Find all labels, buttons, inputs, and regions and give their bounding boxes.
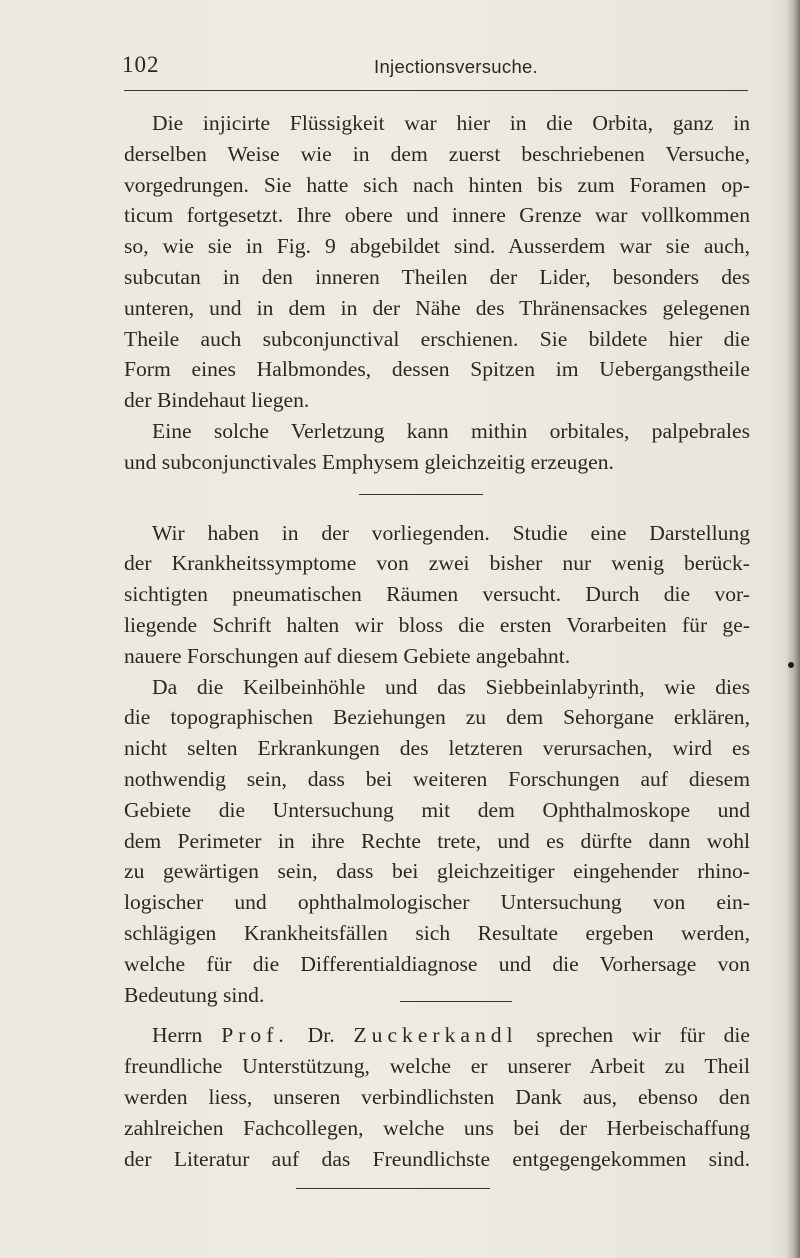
text-line: nothwendig sein, dass bei weiteren Forschungen auf diesem: [124, 766, 750, 791]
text-line: zu gewärtigen sein, dass bei gleichzeitiger eingehender rhino-: [124, 859, 750, 884]
text-line: freundliche Unterstützung, welche er unserer Arbeit zu Theil: [124, 1054, 750, 1079]
body-text: [124, 108, 750, 1202]
text-line: derselben Weise wie in dem zuerst beschriebenen Versuche,: [124, 141, 750, 166]
page-number: 102: [122, 52, 160, 77]
text-fragment: Dr.: [288, 1023, 354, 1048]
text-line: ticum fortgesetzt. Ihre obere und innere Grenze war vollkommen: [124, 203, 750, 228]
running-title: Injectionsversuche.: [374, 56, 539, 77]
end-separator-rule: [296, 1188, 490, 1189]
text-line: dem Perimeter in ihre Rechte trete, und es dürfte dann wohl: [124, 828, 750, 853]
text-line: der Krankheitssymptome von zwei bisher nur wenig berück-: [124, 551, 750, 576]
text-line: Die injicirte Flüssigkeit war hier in die Orbita, ganz in: [152, 111, 750, 135]
text-line: der Bindehaut liegen.: [124, 388, 310, 413]
text-line: liegende Schrift halten wir bloss die ersten Vorarbeiten für ge-: [124, 612, 750, 637]
ink-speck: [788, 662, 794, 668]
text-line: werden liess, unseren verbindlichsten Dank aus, ebenso den: [124, 1084, 750, 1109]
spaced-name: Zuckerkandl: [353, 1023, 518, 1048]
text-line: nicht selten Erkrankungen des letzteren verursachen, wird es: [124, 736, 750, 761]
text-line-content: Bedeutung sind.: [124, 982, 265, 1007]
text-fragment: Herrn: [152, 1023, 222, 1048]
text-line: [124, 980, 750, 1011]
text-line: Da die Keilbeinhöhle und das Siebbeinlabyrinth, wie dies: [152, 674, 750, 699]
section-separator-gap: [124, 478, 750, 518]
text-line: Form eines Halbmondes, dessen Spitzen im Uebergangstheile: [124, 357, 750, 382]
page-edge-shadow: [786, 0, 800, 1258]
header-rule: [124, 90, 748, 91]
text-line: sichtigten pneumatischen Räumen versucht. Durch die vor-: [124, 582, 750, 607]
paragraph-4: [124, 672, 750, 1011]
text-line: subcutan in den inneren Theilen der Lider, besonders des: [124, 264, 750, 289]
text-fragment: sprechen wir für die: [517, 1023, 750, 1048]
text-line: der Literatur auf das Freundlichste entgegengekommen sind.: [124, 1146, 750, 1171]
text-line: die topographischen Beziehungen zu dem Sehorgane erklären,: [124, 705, 750, 730]
text-line: vorgedrungen. Sie hatte sich nach hinten bis zum Foramen op-: [124, 172, 750, 197]
paragraph-1: [124, 108, 750, 416]
end-separator-gap: [124, 1174, 750, 1202]
spaced-title: Prof.: [221, 1023, 289, 1048]
section-separator-rule: [400, 983, 512, 1002]
text-line: Wir haben in der vorliegenden. Studie eine Darstellung: [152, 520, 750, 545]
text-line: und subconjunctivales Emphysem gleichzeitig erzeugen.: [124, 449, 614, 474]
text-line: unteren, und in dem in der Nähe des Thränensackes gelegenen: [124, 295, 750, 320]
paragraph-5: [124, 1020, 750, 1174]
paragraph-3: [124, 518, 750, 672]
text-line: nauere Forschungen auf diesem Gebiete angebahnt.: [124, 643, 571, 668]
text-line: schlägigen Krankheitsfällen sich Resultate ergeben werden,: [124, 920, 750, 945]
text-line: Theile auch subconjunctival erschienen. Sie bildete hier die: [124, 326, 750, 351]
text-line: logischer und ophthalmologischer Untersuchung von ein-: [124, 890, 750, 915]
section-separator-rule: [359, 494, 483, 495]
text-line: Gebiete die Untersuchung mit dem Ophthalmoskope und: [124, 797, 750, 822]
paragraph-2: [124, 416, 750, 478]
text-line: [124, 1020, 750, 1051]
text-line: so, wie sie in Fig. 9 abgebildet sind. Ausserdem war sie auch,: [124, 234, 750, 259]
page-header: [122, 52, 748, 88]
text-line: welche für die Differentialdiagnose und die Vorhersage von: [124, 951, 750, 976]
text-line: zahlreichen Fachcollegen, welche uns bei der Herbeischaffung: [124, 1115, 750, 1140]
text-line: Eine solche Verletzung kann mithin orbitales, palpebrales: [152, 418, 750, 443]
